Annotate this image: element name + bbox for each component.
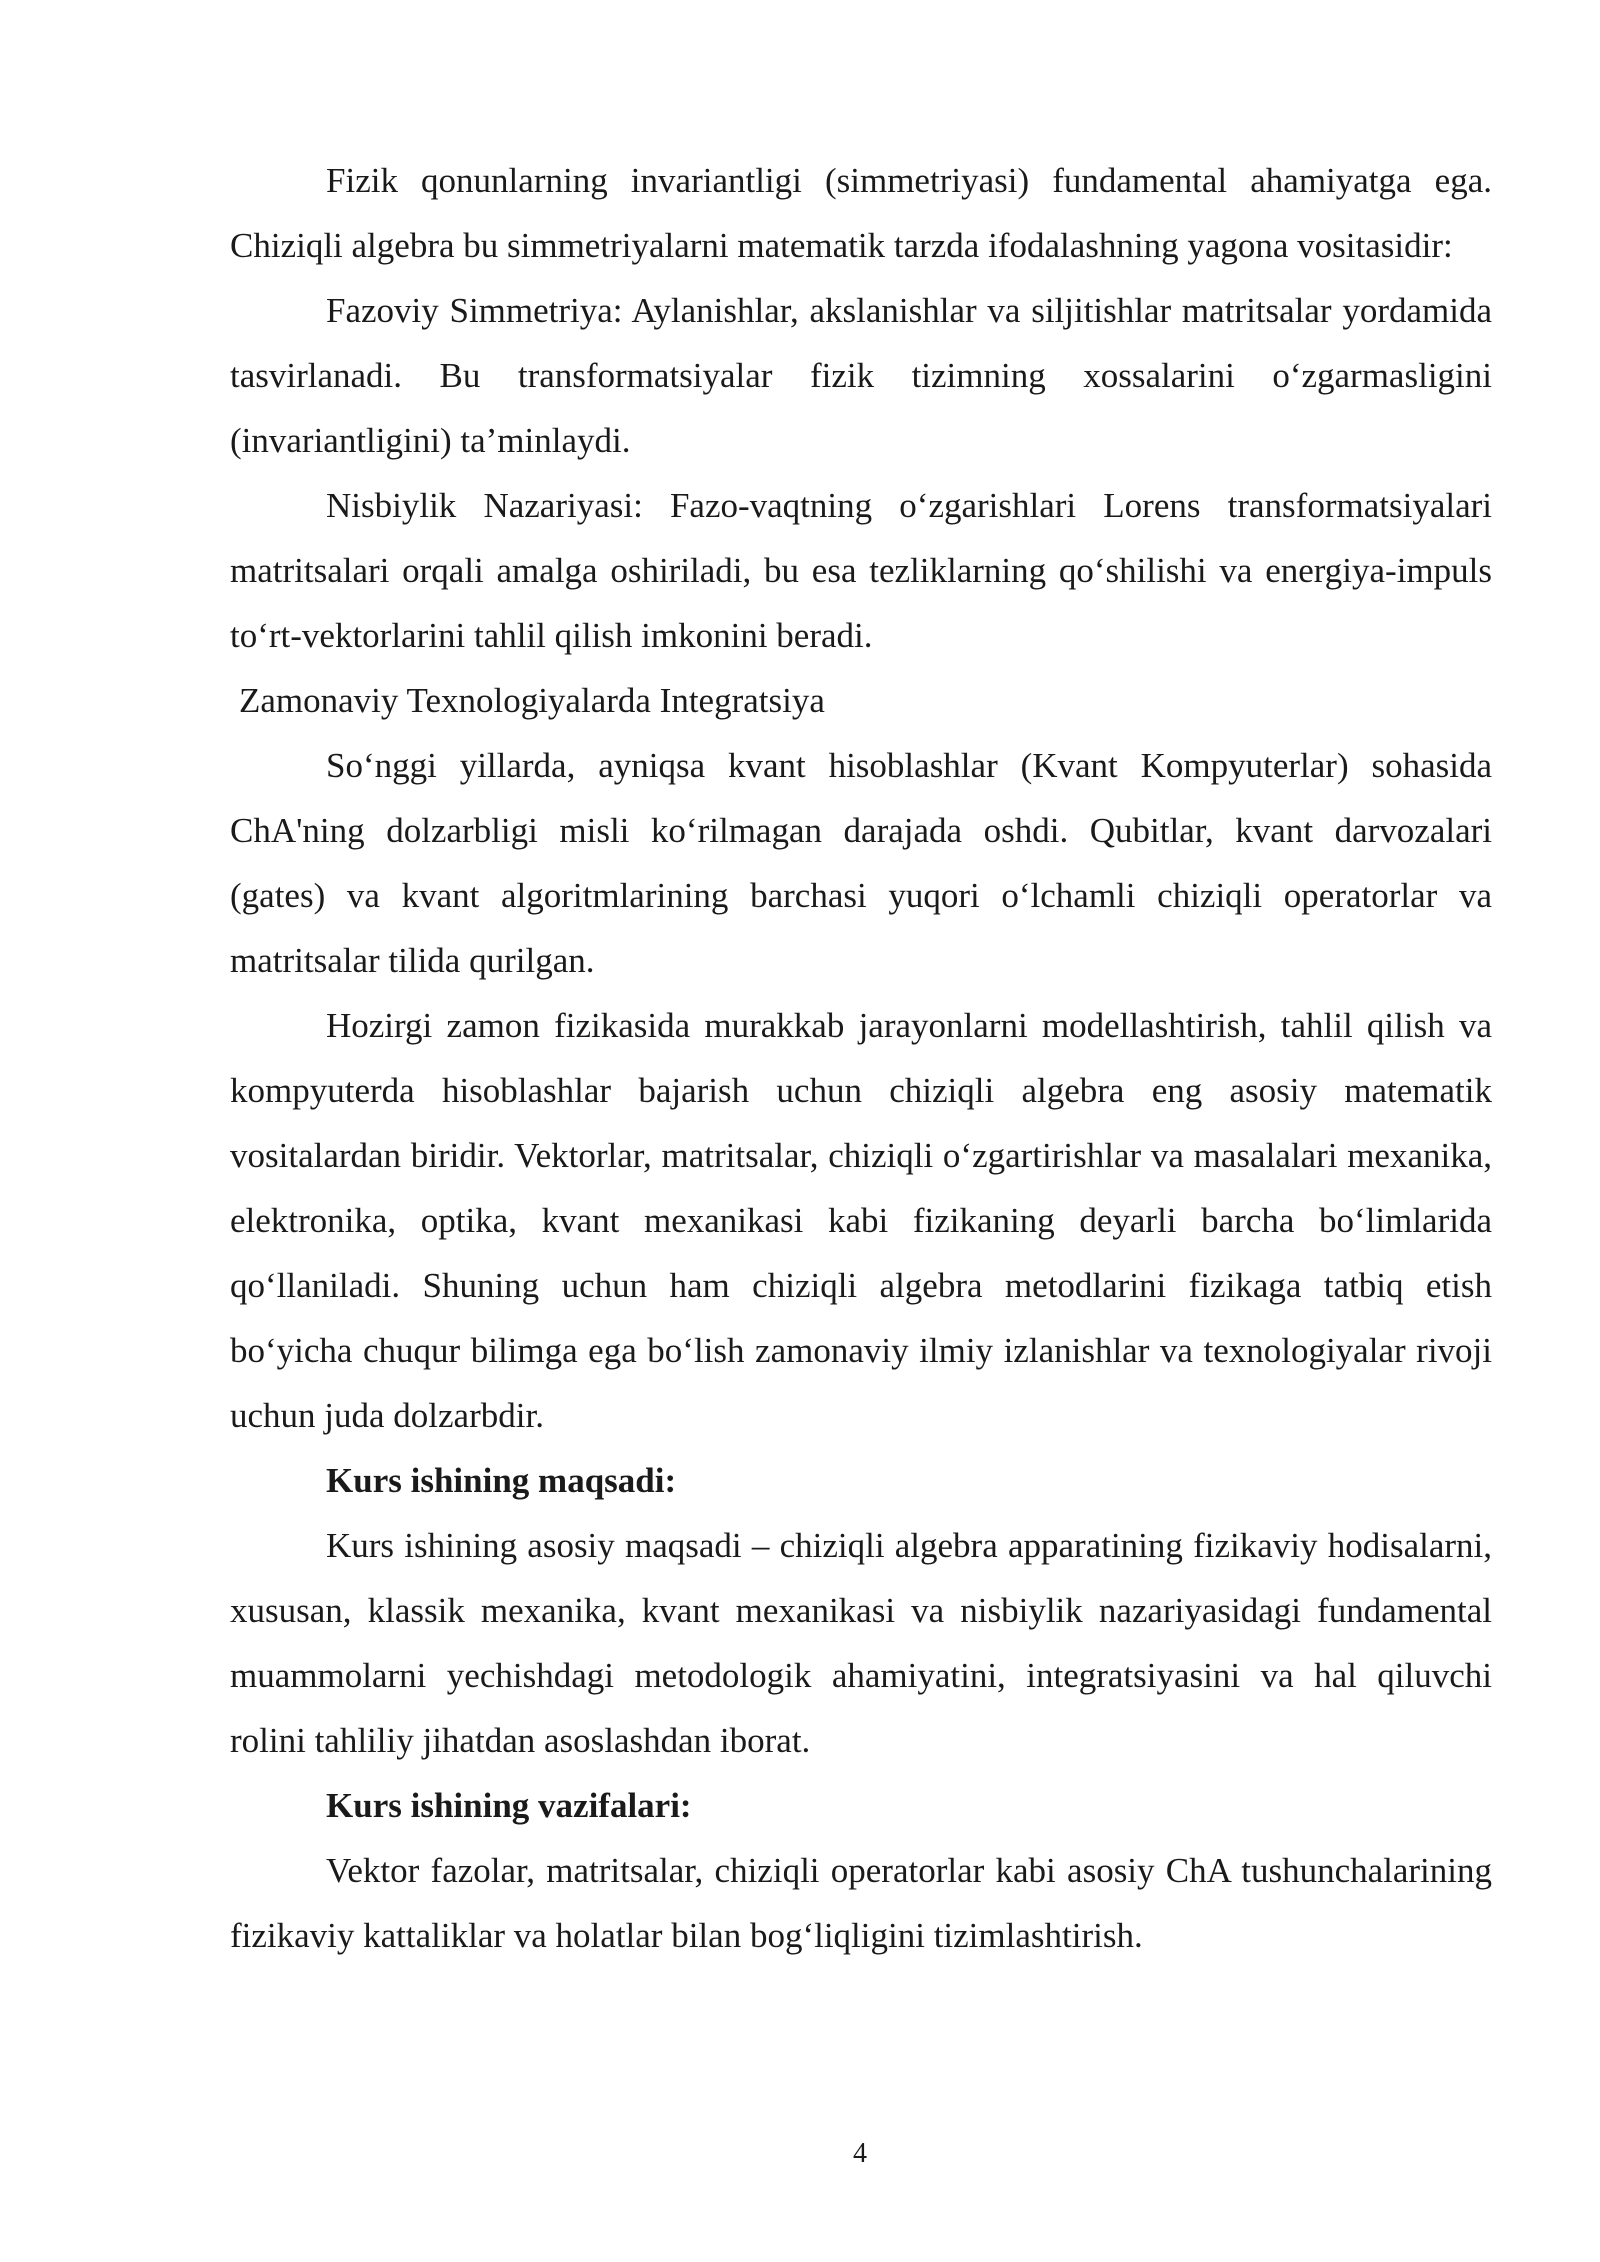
paragraph-relativity: Nisbiylik Nazariyasi: Fazo-vaqtning o‘zgarishlari Lorens transformatsiyalari matritsalari orqali amalga oshiriladi, bu esa tezliklarning qo‘shilishi va energiya-impuls to‘rt-vektorlarini tahlil qilish imkonini beradi. (230, 486, 1492, 655)
tasks-heading: Kurs ishining vazifalari: (326, 1786, 692, 1825)
tasks-paragraph: Vektor fazolar, matritsalar, chiziqli operatorlar kabi asosiy ChA tushunchalarining fizikaviy kattaliklar va holatlar bilan bog‘liqligini tizimlashtirish. (230, 1851, 1492, 1955)
section-heading-integration: Zamonaviy Texnologiyalarda Integratsiya (239, 681, 825, 720)
page-number: 4 (853, 2138, 867, 2169)
page-content (230, 148, 1492, 1968)
goal-heading: Kurs ishining maqsadi: (326, 1461, 677, 1500)
paragraph-quantum-computing: So‘nggi yillarda, ayniqsa kvant hisoblashlar (Kvant Kompyuterlar) sohasida ChA'ning dolzarbligi misli ko‘rilmagan darajada oshdi. Qubitlar, kvant darvozalari (gates) va kvant algoritmlarining barchasi yuqori o‘lchamli chiziqli operatorlar va matritsalar tilida qurilgan. (230, 746, 1492, 980)
paragraph-spatial-symmetry: Fazoviy Simmetriya: Aylanishlar, akslanishlar va siljitishlar matritsalar yordamida tasvirlanadi. Bu transformatsiyalar fizik tizimning xossalarini o‘zgarmasligini (invariantligini) ta’minlaydi. (230, 291, 1492, 460)
paragraph-modern-physics: Hozirgi zamon fizikasida murakkab jarayonlarni modellashtirish, tahlil qilish va kompyuterda hisoblashlar bajarish uchun chiziqli algebra eng asosiy matematik vositalardan biridir. Vektorlar, matritsalar, chiziqli o‘zgartirishlar va masalalari mexanika, elektronika, optika, kvant mexanikasi kabi fizikaning deyarli barcha bo‘limlarida qo‘llaniladi. Shuning uchun ham chiziqli algebra metodlarini fizikaga tatbiq etish bo‘yicha chuqur bilimga ega bo‘lish zamonaviy ilmiy izlanishlar va texnologiyalar rivoji uchun juda dolzarbdir. (230, 1006, 1492, 1435)
goal-paragraph: Kurs ishining asosiy maqsadi – chiziqli algebra apparatining fizikaviy hodisalarni, xususan, klassik mexanika, kvant mexanikasi va nisbiylik nazariyasidagi fundamental muammolarni yechishdagi metodologik ahamiyatini, integratsiyasini va hal qiluvchi rolini tahliliy jihatdan asoslashdan iborat. (230, 1526, 1492, 1760)
paragraph-symmetry-intro: Fizik qonunlarning invariantligi (simmetriyasi) fundamental ahamiyatga ega. Chiziqli algebra bu simmetriyalarni matematik tarzda ifodalashning yagona vositasidir: (230, 161, 1492, 265)
